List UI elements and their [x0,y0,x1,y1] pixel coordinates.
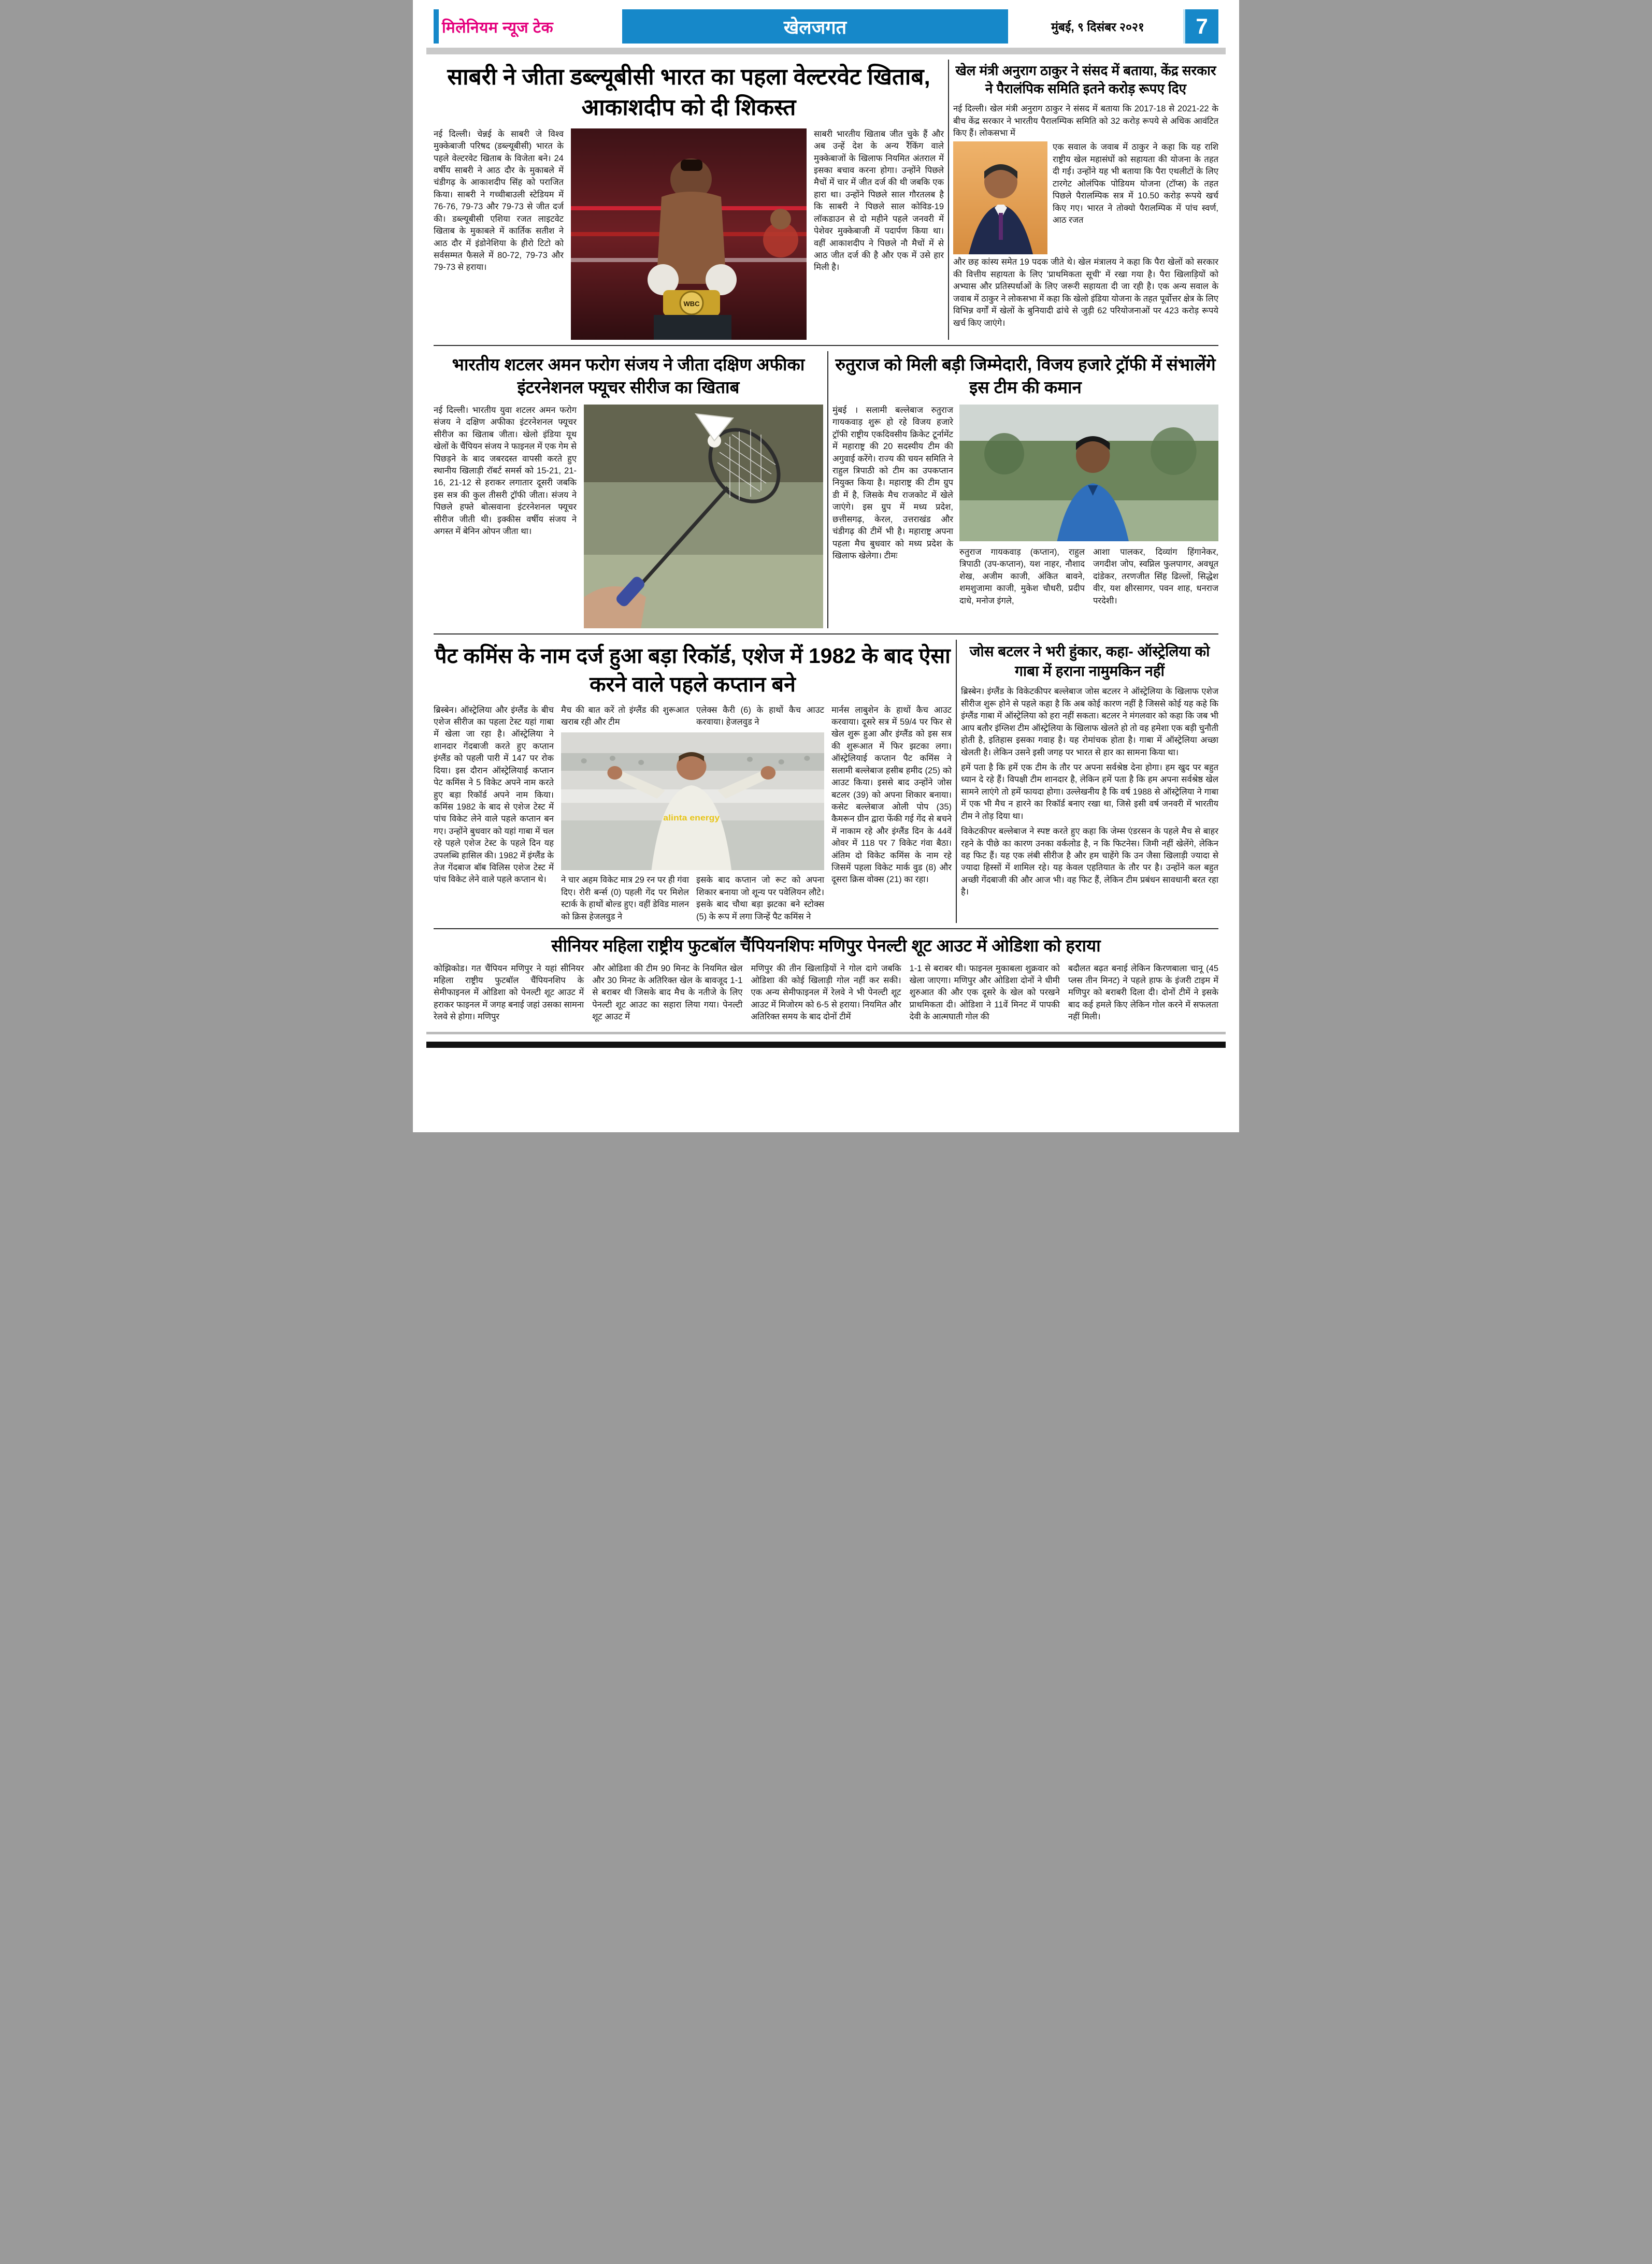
dateline: मुंबई, ९ दिसंबर २०२१ [1051,20,1144,34]
bottom-gray-rule [426,1032,1226,1034]
para-body-below-photo: और छह कांस्य समेत 19 पदक जीते थे। खेल मंत्रालय ने कहा कि पैरा खेलों को सरकार की वित्तीय सहायता के लिए 'प्राथमिकता सूची' में रखा गया है। पैरा खिलाड़ियों को अभ्यास और प्रतिस्पर्धाओं के लिए जरूरी सहायता दी जा रही है। एक अन्य सवाल के जवाब में ठाकुर ने लोकसभा में कहा कि खेलो इंडिया योजना के तहत पूर्वोत्तर क्षेत्र के लिए विभिन्न वर्गों में खेलों के बुनियादी ढांचे से जुड़ी 62 परियोजनाओं पर 423 करोड़ रूपये खर्च किए जाएंगे। [953,257,1218,328]
football-headline: सीनियर महिला राष्ट्रीय फुटबॉल चैंपियनशिपः मणिपुर पेनल्टी शूट आउट में ओडिशा को हराया [551,936,1101,956]
article-para-funding [953,60,1218,340]
boxing-body-col2: साबरी भारतीय खिताब जीत चुके हैं और अब उन्हें देश के अन्य रैंकिंग वाले मुक्केबाजों के खिलाफ नियमित अंतराल में इसका बचाव करना होगा। उन्होंने पिछले मैचों में चार में जीत दर्ज की थी जबकि एक हारा था। उन्होंने पिछले साल गौरतलब है कि साबरी ने पिछले साल कोविड-19 लॉकडाउन से दो महीने पहले जनवरी में पेशेवर मुक्केबाजी में पदार्पण किया था। वहीं आकाशदीप ने पिछले नौ मैचों में से आठ जीत दर्ज की है और एक में उसे हार मिली है। [814,129,944,272]
buttler-body-p2: हमें पता है कि हमें एक टीम के तौर पर अपना सर्वश्रेष्ठ देना होगा। हम खुद पर बहुत ध्यान दे रहे हैं। विपक्षी टीम शानदार है, लेकिन हमें पता है कि हम अपना सर्वश्रेष्ठ खेल सामने लाएंगे तो हमें फायदा होगा। उल्लेखनीय है कि वर्ष 1988 से ऑस्ट्रेलिया ने गाबा में एक भी मैच न हारने का रिकॉर्ड बनाए रखा था, जिसे इसी वर्ष जनवरी में भारतीय टीम ने तोड़ दिया था। [961,763,1218,821]
cummins-body-col3-top: एलेक्स कैरी (6) के हाथों कैच आउट करवाया। हेजलवुड ने [696,705,824,727]
section-title: खेलजगत [783,16,847,38]
cummins-body-col1: ब्रिस्बेन। ऑस्ट्रेलिया और इंग्लैंड के बीच एशेज सीरीज का पहला टेस्ट यहां गाबा में खेला जा रहा है। ऑस्ट्रेलिया ने शानदार गेंदबाजी करते हुए कप्तान इंग्लैंड को पहली पारी में 147 पर रोक दिया। इस दौरान ऑस्ट्रेलियाई कप्तान पेट कमिंस ने 5 विकेट अपने नाम करते हुए बड़ा रिकॉर्ड अपने नाम किया। कमिंस 1982 के बाद से एशेज टेस्ट में पांच विकेट लेने वाले पहले कप्तान बन गए। उन्होंने बुधवार को यहां गाबा में चल रहे पहले एशेज टेस्ट के पहले दिन यह उपलब्धि हासिल की। 1982 में इंग्लैंड के तेज गेंदबाज बॉब विलिस एशेज टेस्ट में पांच विकेट लेने वाले पहले कप्तान थे। [434,705,554,885]
para-intro: नई दिल्ली। खेल मंत्री अनुराग ठाकुर ने संसद में बताया कि 2017-18 से 2021-22 के बीच केंद्र सरकार ने भारतीय पैरालम्पिक समिति को 32 करोड़ रूपये से अधिक आवंटित किए हैं। लोकसभा में [953,104,1218,138]
row-middle [434,351,1218,628]
cummins-body-col2-top: मैच की बात करें तो इंग्लैंड की शुरूआत खराब रही और टीम [561,705,689,727]
anurag-thakur-photo [953,141,1047,254]
buttler-headline: जोस बटलर ने भरी हुंकार, कहा- ऑस्ट्रेलिया को गाबा में हराना नामुमकिन नहीं [969,643,1210,679]
team-list-col1: रुतुराज गायकवाड़ (कप्तान), राहुल त्रिपाठी (उप-कप्तान), यश नाहर, नौशाद शेख, अजीम काजी, अंकित बावने, शमशुजामा काजी, मुकेश चौधरी, प्रदीप दाधे, मनोज इंगले, [959,547,1085,605]
boxing-body-col1: नई दिल्ली। चेन्नई के साबरी जे विश्व मुक्केबाजी परिषद (डब्ल्यूबीसी) भारत के पहले वेल्टरवेट खिताब के विजेता बने। 24 वर्षीय साबरी ने आठ दौर के मुकाबले में चंडीगढ़ के आकाशदीप सिंह को पराजित किया। साबरी ने गच्चीबाउली स्टेडियम में 76-76, 79-73 और 79-73 से जीत दर्ज की। डब्ल्यूबीसी एशिया रजत लाइटवेट खिताब के मुकाबले में कार्तिक सतीश ने आठ दौर में इंडोनेशिया के हीरो टिटो को सर्वसम्मत फैसले में 80-72, 79-73 और 79-73 से हराया। [434,129,564,272]
page-number: 7 [1183,9,1218,44]
divider [956,640,957,923]
cummins-photo [561,732,824,870]
masthead [434,9,1218,44]
football-body-col4: 1-1 से बराबर थी। फाइनल मुकाबला शुक्रवार को खेला जाएगा। मणिपुर और ओडिशा दोनों ने धीमी शुरुआत की और एक दूसरे के खेल को परखने प्राथमिकता दी। ओडिशा ने 11वें मिनट में पापकी देवी के आत्मघाती गोल की [909,963,1060,1022]
football-body-col3: मणिपुर की तीन खिलाड़ियों ने गोल दागे जबकि ओडिशा की कोई खिलाड़ी गोल नहीं कर सकी। एक अन्य सेमीफाइनल में रेलवे ने भी पेनल्टी शूट आउट में मिजोरम को 6-5 से हराया। नियमित और अतिरिक्त समय के बाद दोनों टीमें [751,963,901,1022]
boxing-headline: साबरी ने जीता डब्ल्यूबीसी भारत का पहला वेल्टरवेट खिताब, आकाशदीप को दी शिकस्त [447,64,930,121]
para-body-beside-photo: एक सवाल के जवाब में ठाकुर ने कहा कि यह राशि राष्ट्रीय खेल महासंघों को सहायता की योजना के तहत दी गई। उन्होंने यह भी बताया कि पैरा एथलीटों के लिए टारगेट ओलंपिक पोडियम योजना (टॉप्स) के तहत पिछले पैरालम्पिक सत्र में 10.50 करोड़ रूपये खर्च किए गए। भारत ने तोक्यो पैरालम्पिक में पांच स्वर्ण, आठ रजत [1053,142,1218,225]
cummins-body-col3-bottom: इसके बाद कप्तान जो रूट को अपना शिकार बनाया जो शून्य पर पवेलियन लौटे। इसके बाद चौथा बड़ा झटका बने स्टोक्स (5) के रूप में लगा जिन्हें पैट कमिंस ने [696,875,824,921]
masthead-left-bar [434,9,439,44]
article-cummins [434,640,952,923]
team-list [959,546,1218,607]
article-boxing [434,60,944,340]
masthead-brand: मिलेनियम न्यूज टेक [442,19,554,36]
cummins-headline: पैट कमिंस के नाम दर्ज हुआ बड़ा रिकॉर्ड, एशेज में 1982 के बाद ऐसा करने वाले पहले कप्तान बने [435,643,951,697]
row-bottom [434,640,1218,923]
buttler-body-p1: ब्रिस्बेन। इंग्लैंड के विकेटकीपर बल्लेबाज जोस बटलर ने ऑस्ट्रेलिया के खिलाफ एशेज सीरीज शुरू होने से पहले कहा है कि अब कोई कारण नहीं है जिससे कोई यह कहे कि इंग्लैंड गाबा में ऑस्ट्रेलिया को हरा नहीं सकता। बटलर ने मंगलवार को कहा कि जब भी आप बतौर इंग्लिश टीम ऑस्ट्रेलिया के खिलाफ खेलते हो तो वह हमेशा एक बड़ी चुनौती होती है, इतिहास इसका गवाह है। यह रोमांचक होता है। गाबा में ऑस्ट्रेलिया अच्छा खेलती है। लेकिन उसने इसी जगह पर भारत से हार का सामना किया था। [961,687,1218,757]
ruturaj-photo [959,405,1218,541]
boxer-photo [571,128,807,340]
article-football [434,934,1218,1023]
ruturaj-headline: रुतुराज को मिली बड़ी जिम्मेदारी, विजय हजारे ट्रॉफी में संभालेंगे इस टीम की कमान [835,354,1216,397]
wbc-belt-label: WBC [683,299,700,308]
ruturaj-body: मुंबई । सलामी बल्लेबाज रुतुराज गायकवाड़ शुरू हो रहे विजय हजारे ट्रॉफी राष्ट्रीय एकदिवसीय क्रिकेट टूर्नामेंट में महाराष्ट्र की 20 सदस्यीय टीम की अगुवाई करेंगे। राज्य की चयन समिति ने राहुल त्रिपाठी को टीम का उपकप्तान नियुक्त किया है। महाराष्ट्र की टीम ग्रुप डी में है, जिसके मैच राजकोट में खेले जाएंगे। इस ग्रुप में मध्य प्रदेश, छत्तीसगढ़, केरल, उत्तराखंड और चंडीगढ़ की टीमें भी है। महाराष्ट्र अपना पहला मैच बुधवार को मध्य प्रदेश के खिलाफ खेलेगा। टीमः [832,405,953,560]
cummins-body-col2-bottom: ने चार अहम विकेट मात्र 29 रन पर ही गंवा दिए। रोरी बर्न्स (0) पहली गेंद पर मिशेल स्टार्क के हाथों बोल्ड हुए। वहीं डेविड मालन को क्रिस हेजलवुड ने [561,875,689,921]
buttler-body-p3: विकेटकीपर बल्लेबाज ने स्पष्ट करते हुए कहा कि जेम्स एंडरसन के पहले मैच से बाहर रहने के पीछे का कारण उनका वर्कलोड है, न कि फिटनेस। जिमी नहीं खेलेंगे, लेकिन वह फिट हैं। यह एक लंबी सीरीज है और हम चाहेंगे कि उन जैसा खिलाड़ी ज्यादा से ज्यादा हिस्सों में शामिल रहे। यह केवल एहतियात के तौर पर है। उन्होंने कल बहुत अच्छी गेंदबाजी की और आज भी। वह फिट हैं, लेकिन टीम प्रबंधन सावधानी बरत रहा है। [961,827,1218,897]
cummins-body-col4: मार्नस लाबुशेन के हाथों कैच आउट करवाया। दूसरे सत्र में 59/4 पर फिर से खेल शुरू हुआ और इंग्लैंड को इस सत्र की शुरूआत में फिर झटका लगा। ऑस्ट्रेलियाई कप्तान पैट कमिंस ने सलामी बल्लेबाज हसीब हमीद (25) को आउट किया। इससे बाद उन्होंने जोस बटलर (39) को अपना शिकार बनाया। कसेट बल्लेबाज ओली पोप (35) कैमरून ग्रीन द्वारा फेंकी गई गेंद से बचने में नाकाम रहे और इंग्लैंड दिन के 44वें ओवर में 118 पर 7 विकेट गंवा बैठा। अंतिम दो विकेट कमिंस के नाम रहे जिसमें पहला विकेट मार्क वुड (8) और दूसरा क्रिस वोक्स (21) का रहा। [831,705,952,885]
divider [434,345,1218,346]
divider [827,351,828,628]
badminton-photo [584,405,823,628]
football-body-col1: कोझिकोड। गत चैंपियन मणिपुर ने यहां सीनियर महिला राष्ट्रीय फुटबॉल चैंपियनशिप के सेमीफाइनल में ओडिशा को पेनल्टी शूट आउट में हराकर फाइनल में जगह बनाई जहां उसका सामना रेलवे से होगा। मणिपुर [434,963,584,1022]
section-banner [622,9,1008,44]
football-body-col2: और ओडिशा की टीम 90 मिनट के नियमित खेल और 30 मिनट के अतिरिक्त खेल के बावजूद 1-1 से बराबर थी जिसके बाद मैच के नतीजे के लिए पेनल्टी शूट आउट का सहारा लिया गया। पेनल्टी शूट आउट में [592,963,743,1022]
bottom-black-rule [426,1042,1226,1048]
newspaper-page [413,0,1239,1132]
article-ruturaj [832,351,1218,628]
badminton-body: नई दिल्ली। भारतीय युवा शटलर अमन फरोग संजय ने दक्षिण अफीका इंटरनेशनल फ्यूचर सीरीज का खिताब जीता। खेलो इंडिया यूथ खेलों के चैंपियन संजय ने फाइनल में एक गेम से पिछड़ने के बाद जबरदस्त वापसी करते हुए स्थानीय खिलाड़ी रॉबर्ट समर्स को 15-21, 21-16, 21-12 से हराकर लगातार दूसरी जबकि इस सत्र की कुल तीसरी ट्रॉफी जीता। संजय ने पिछले हफ्ते बोत्सवाना इंटरनेशनल फ्यूचर सीरीज जीती थी। इक्कीस वर्षीय संजय ने अगस्त में बेनिन ओपन जीता था। [434,405,577,537]
divider [434,928,1218,929]
badminton-headline: भारतीय शटलर अमन फरोग संजय ने जीता दक्षिण अफीका इंटरनेशनल फ्यूचर सीरीज का खिताब [452,354,805,397]
cummins-shirt-label: alinta energy [663,813,720,823]
football-body-col5: बदौलत बढ़त बनाई लेकिन किरणबाला चानू (45 प्लस तीन मिनट) ने पहले हाफ के इंजरी टाइम में मणिपुर को बराबरी दिला दी। दोनों टीमें ने इसके बाद कई हमले किए लेकिन गोल करने में सफलता नहीं मिली। [1068,963,1219,1022]
row-top [434,60,1218,340]
divider [948,60,949,340]
article-buttler [961,640,1218,923]
team-list-col2: आशा पालकर, दिव्यांग हिंगानेकर, जगदीश जोप, स्वप्निल फुलपागर, अवधूत दांडेकर, तरणजीत सिंह ढिल्लों, सिद्धेश वीर, यश क्षीरसागर, पवन शाह, धनराज परदेशी। [1093,547,1218,605]
divider [434,633,1218,635]
header-divider [426,48,1226,54]
article-badminton [434,351,823,628]
para-headline: खेल मंत्री अनुराग ठाकुर ने संसद में बताया, केंद्र सरकार ने पैरालंपिक समिति इतने करोड़ रूपए दिए [955,63,1216,97]
